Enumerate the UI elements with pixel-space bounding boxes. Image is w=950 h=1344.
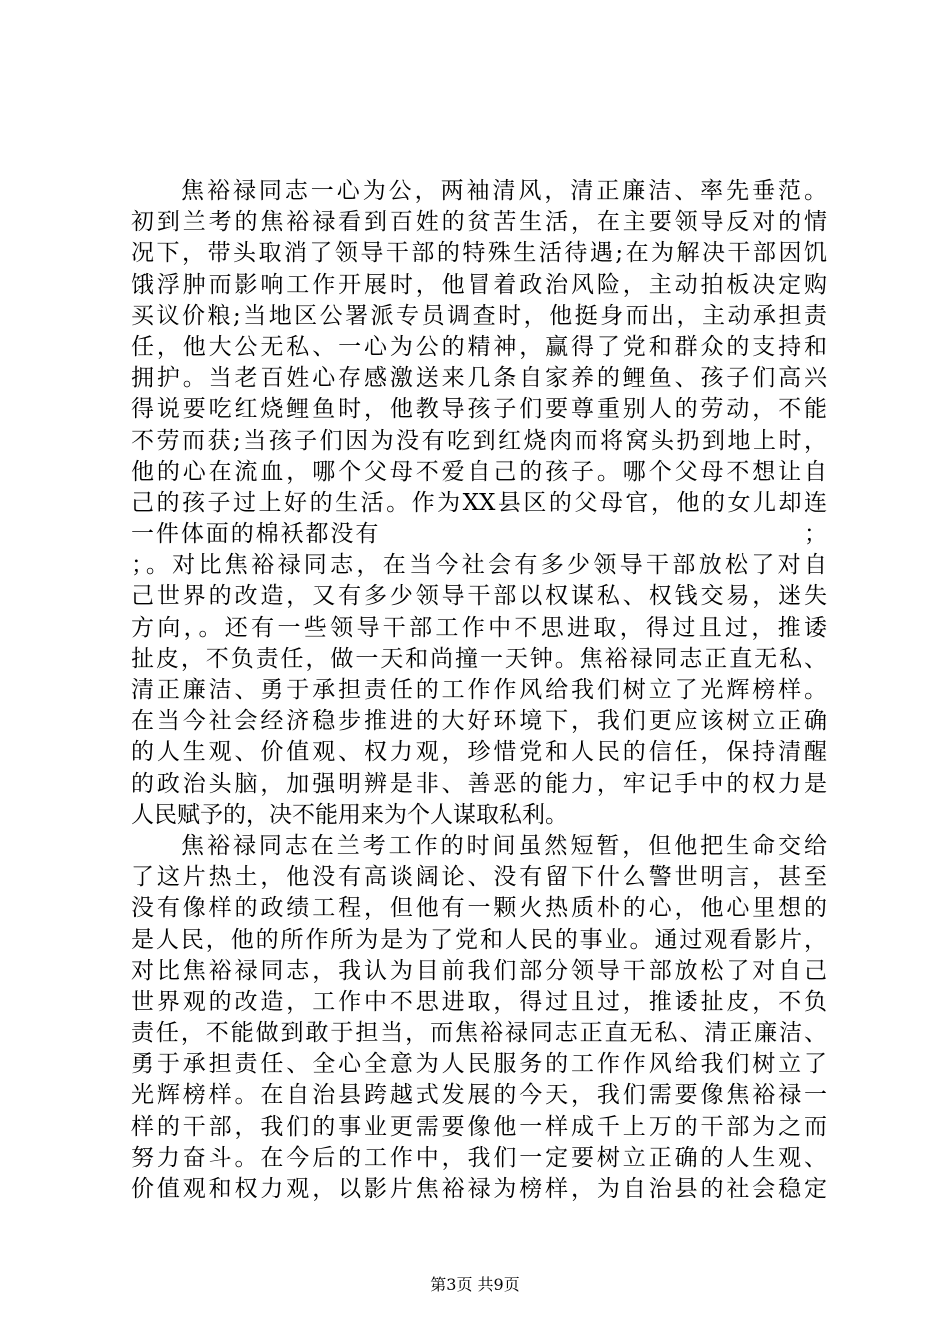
paragraph-1-line-9: 不劳而获;当孩子们因为没有吃到红烧肉而将窝头扔到地上时， [131,427,827,454]
paragraph-2-line-8: 勇于承担责任、全心全意为人民服务的工作作风给我们树立了 [131,1051,827,1078]
paragraph-2-line-5: 对比焦裕禄同志，我认为目前我们部分领导干部放松了对自己 [131,957,827,984]
paragraph-1-line-2: 初到兰考的焦裕禄看到百姓的贫苦生活，在主要领导反对的情 [131,209,827,236]
paragraph-1-line-5: 买议价粮;当地区公署派专员调查时，他挺身而出，主动承担责 [131,302,827,329]
paragraph-1-line-14: 己世界的改造，又有多少领导干部以权谋私、权钱交易，迷失 [131,583,827,610]
paragraph-1-line-13: ；。对比焦裕禄同志，在当今社会有多少领导干部放松了对自 [131,552,827,579]
body-text [131,176,827,1205]
paragraph-1-line-6: 任，他大公无私、一心为公的精神，赢得了党和群众的支持和 [131,333,827,360]
paragraph-2-line-2: 了这片热土，他没有高谈阔论、没有留下什么警世明言，甚至 [131,864,827,891]
paragraph-1-line-11: 己的孩子过上好的生活。作为XX县区的父母官，他的女儿却连 [131,489,827,516]
paragraph-1-line-20: 的政治头脑，加强明辨是非、善恶的能力，牢记手中的权力是 [131,770,827,797]
paragraph-2-line-3: 没有像样的政绩工程，但他有一颗火热质朴的心，他心里想的 [131,895,827,922]
paragraph-1-line-1: 焦裕禄同志一心为公，两袖清风，清正廉洁、率先垂范。 [181,178,827,204]
paragraph-2-line-9: 光辉榜样。在自治县跨越式发展的今天，我们需要像焦裕禄一 [131,1082,827,1109]
paragraph-1-line-18: 在当今社会经济稳步推进的大好环境下，我们更应该树立正确 [131,708,827,735]
paragraph-2-line-12: 价值观和权力观，以影片焦裕禄为榜样，为自治县的社会稳定 [131,1176,827,1202]
paragraph-1-line-16: 扯皮，不负责任，做一天和尚撞一天钟。焦裕禄同志正直无私、 [131,645,827,672]
paragraph-2-line-11: 努力奋斗。在今后的工作中，我们一定要树立正确的人生观、 [131,1144,827,1171]
paragraph-1-line-8: 得说要吃红烧鲤鱼时，他教导孩子们要尊重别人的劳动，不能 [131,396,827,423]
paragraph-1-line-3: 况下，带头取消了领导干部的特殊生活待遇;在为解决干部因饥 [131,240,827,267]
paragraph-1-line-17: 清正廉洁、勇于承担责任的工作作风给我们树立了光辉榜样。 [131,677,827,703]
page-footer: 第3页 共9页 [430,1275,520,1294]
paragraph-1-line-12: 一件体面的棉袄都没有 ； [131,521,827,548]
paragraph-2-line-1: 焦裕禄同志在兰考工作的时间虽然短暂，但他把生命交给 [181,832,827,859]
paragraph-1-line-4: 饿浮肿而影响工作开展时，他冒着政治风险，主动拍板决定购 [131,271,827,298]
paragraph-1-line-7: 拥护。当老百姓心存感激送来几条自家养的鲤鱼、孩子们高兴 [131,365,827,392]
paragraph-1-line-19: 的人生观、价值观、权力观，珍惜党和人民的信任，保持清醒 [131,739,827,766]
paragraph-2-line-7: 责任，不能做到敢于担当，而焦裕禄同志正直无私、清正廉洁、 [131,1020,827,1047]
paragraph-1-line-21: 人民赋予的，决不能用来为个人谋取私利。 [131,801,568,828]
paragraph-2-line-6: 世界观的改造，工作中不思进取，得过且过，推诿扯皮，不负 [131,988,827,1015]
paragraph-2-line-4: 是人民，他的所作所为是为了党和人民的事业。通过观看影片， [131,926,827,953]
paragraph-2-line-10: 样的干部，我们的事业更需要像他一样成千上万的干部为之而 [131,1113,827,1140]
paragraph-1-line-10: 他的心在流血，哪个父母不爱自己的孩子。哪个父母不想让自 [131,458,827,485]
paragraph-1-line-15: 方向，。还有一些领导干部工作中不思进取，得过且过，推诿 [131,614,827,641]
